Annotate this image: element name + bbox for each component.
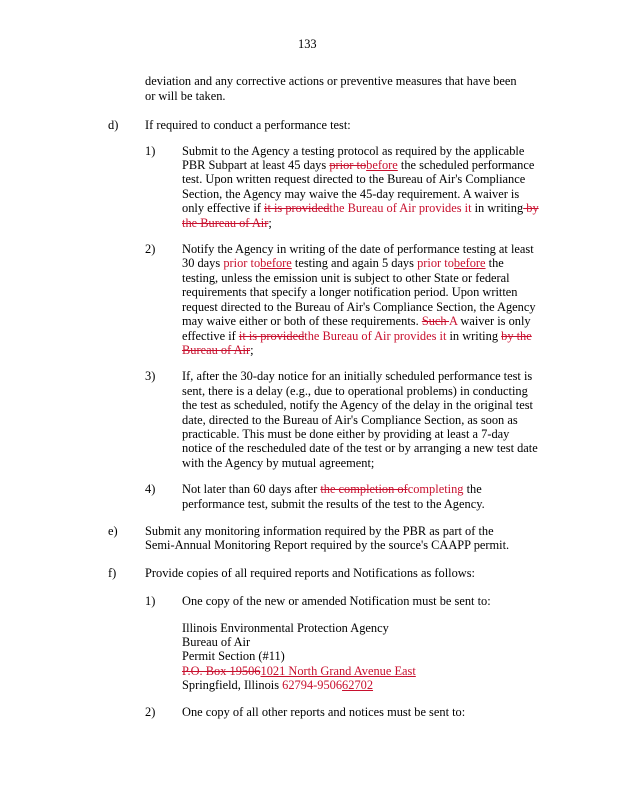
page-number: 133 [298, 37, 317, 51]
address-line [182, 621, 542, 635]
revised-text: prior to [223, 256, 261, 271]
item-f2 [145, 705, 542, 719]
text-run: testing and again 5 days [291, 256, 418, 271]
revised-text: the Bureau of Air provides it [304, 328, 447, 343]
item-d4-text [182, 482, 542, 511]
text-run: the testing, unless the emission unit is subject to other State or federal requirements that specify a longer notification period. Upon written request directed to the Bureau of Air's Compliance Section, the Agency may waive either or both of these requirements. [182, 256, 536, 329]
text-run: deviation and any corrective actions or preventive measures that have been or will be taken. [145, 74, 517, 103]
text-run: One copy of the new or amended Notification must be sent to: [182, 594, 491, 609]
deleted-text: P.O. Box 19506 [182, 663, 261, 678]
item-d3-label: 3) [145, 369, 156, 384]
item-f1-label: 1) [145, 594, 156, 609]
text-run: Illinois Environmental Protection Agency [182, 620, 389, 635]
text-run: Bureau of Air [182, 635, 251, 649]
section-e-label: e) [108, 523, 118, 538]
item-d4-label: 4) [145, 482, 156, 497]
deleted-text: prior to [329, 158, 367, 173]
section-f-label: f) [108, 565, 117, 580]
text-run: ; [250, 342, 254, 357]
item-d2 [145, 242, 542, 357]
text-run: If required to conduct a performance test: [145, 118, 351, 133]
revised-text: the Bureau of Air provides it [329, 201, 472, 216]
section-d-text [145, 118, 525, 132]
deleted-text: it is provided [238, 328, 305, 343]
item-d1-label: 1) [145, 143, 156, 158]
item-d1-text [182, 144, 542, 230]
text-run: Permit Section (#11) [182, 649, 285, 664]
address-line [182, 635, 542, 649]
text-run: Submit any monitoring information required by the PBR as part of the Semi-Annual Monitoring Report required by the source's CAAPP permit. [145, 523, 510, 553]
text-run: the performance test, submit the results of the test to the Agency. [182, 482, 485, 511]
deleted-text: Such [421, 314, 450, 329]
text-run: in writing [446, 328, 502, 343]
deleted-text: it is provided [264, 201, 330, 216]
section-d-label: d) [108, 118, 119, 133]
text-run: One copy of all other reports and notices must be sent to: [182, 704, 466, 719]
item-f2-label: 2) [145, 704, 156, 719]
text-run: the scheduled performance test. Upon written request directed to the Bureau of Air's Compliance Section, the Agency may waive the 45-day requirement. A waiver is only effective if [182, 158, 535, 216]
item-d2-text [182, 242, 542, 357]
revised-text: prior to [417, 256, 454, 271]
text-run: in writing [471, 201, 524, 216]
address-line [182, 678, 542, 692]
text-run: Submit to the Agency a testing protocol as required by the applicable PBR Subpart at least 45 days [182, 143, 525, 173]
text-run: Provide copies of all required reports and Notifications as follows: [145, 565, 475, 580]
revised-text: 62794-9506 [282, 678, 343, 693]
inserted-text: before [260, 256, 292, 271]
mailing-address [182, 621, 542, 693]
section-e-text [145, 524, 525, 553]
item-d3-text [182, 369, 542, 470]
revised-text: A [449, 314, 458, 329]
item-f1-text [182, 594, 542, 608]
intro-paragraph [145, 74, 525, 103]
item-d4 [145, 482, 542, 511]
text-run: waiver is only effective if [182, 314, 531, 343]
deleted-text: by the Bureau of Air [182, 201, 539, 230]
inserted-text: 62702 [342, 678, 374, 693]
item-f2-text [182, 705, 542, 719]
deleted-text: by the Bureau of Air [182, 328, 532, 357]
inserted-text: 1021 North Grand Avenue East [260, 663, 416, 678]
section-f [108, 566, 525, 580]
address-line [182, 649, 542, 663]
address-line [182, 664, 542, 678]
text-run: Notify the Agency in writing of the date of performance testing at least 30 days [182, 242, 534, 271]
item-f1 [145, 594, 542, 608]
text-run: If, after the 30-day notice for an initially scheduled performance test is sent, there is a delay (e.g., due to operational problems) in conducting the test as scheduled, notify the Agency of the delay in the original test date, directed to the Bureau of Air's Compliance Section, as soon as practicable. This must be done either by providing at least a 7-day notice of the rescheduled date of the test or by arranging a new test date with the Agency by mutual agreement; [182, 369, 538, 470]
section-f-text [145, 566, 525, 580]
text-run: Springfield, Illinois [182, 678, 283, 693]
inserted-text: before [366, 158, 398, 173]
item-d2-label: 2) [145, 242, 156, 257]
item-d3 [145, 369, 542, 470]
deleted-text: the completion of [320, 482, 408, 497]
item-d1 [145, 144, 542, 230]
text-run: ; [268, 215, 272, 230]
text-run: Not later than 60 days after [182, 482, 321, 497]
inserted-text: before [453, 256, 486, 271]
section-d [108, 118, 525, 132]
revised-text: completing [407, 482, 467, 497]
section-e [108, 524, 525, 553]
